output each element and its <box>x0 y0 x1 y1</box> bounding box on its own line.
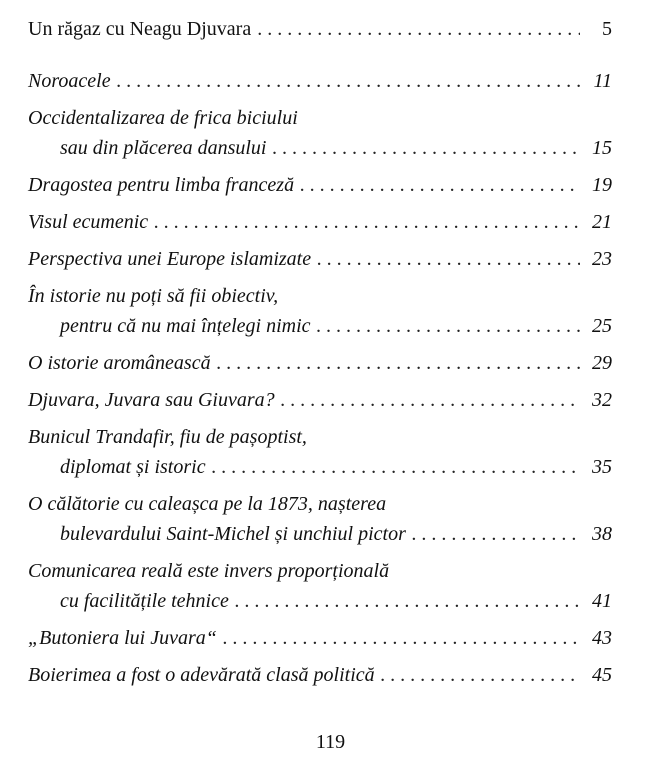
toc-entry-line <box>28 519 612 549</box>
toc-entry-line <box>28 103 612 133</box>
toc-entry-line <box>28 452 612 482</box>
dot-leader <box>381 660 580 690</box>
dot-leader <box>212 452 580 482</box>
toc-entry-title: pentru că nu mai înțelegi nimic <box>60 315 311 337</box>
dot-leader <box>154 207 580 237</box>
toc-entry-page: 19 <box>592 174 612 196</box>
toc-entry-title: O istorie aromânească <box>28 352 211 374</box>
toc-entry-title: Djuvara, Juvara sau Giuvara? <box>28 389 275 411</box>
toc-entry <box>28 556 612 616</box>
toc-entry-line <box>28 660 612 690</box>
toc-entry-line <box>28 207 612 237</box>
toc-entry <box>28 489 612 549</box>
toc-entry-title: Visul ecumenic <box>28 211 149 233</box>
toc-entry-line <box>28 489 612 519</box>
toc-entry-page: 5 <box>602 18 612 40</box>
toc-entry-title: Bunicul Trandafir, fiu de pașoptist, <box>28 426 307 448</box>
dot-leader <box>235 586 580 616</box>
toc-entry-line <box>28 623 612 653</box>
toc-entry-title: diplomat și istoric <box>60 456 206 478</box>
page-number: 119 <box>315 731 346 753</box>
toc-entry-page: 15 <box>592 137 612 159</box>
toc-entry-page: 11 <box>593 70 612 92</box>
toc-entry-title: cu facilitățile tehnice <box>60 590 229 612</box>
toc-entry-page: 35 <box>592 456 612 478</box>
toc-entry-title: Boierimea a fost o adevărată clasă politică <box>28 664 375 686</box>
toc-entry-title: „Butoniera lui Juvara“ <box>28 627 217 649</box>
toc-entry-line <box>28 556 612 586</box>
dot-leader <box>317 244 580 274</box>
toc-entry <box>28 660 612 690</box>
toc-entry <box>28 422 612 482</box>
toc-entry-line <box>28 311 612 341</box>
toc-entry-line <box>28 66 612 96</box>
toc-entry <box>28 385 612 415</box>
toc-entry-title: Occidentalizarea de frica biciului <box>28 107 298 129</box>
toc-entry-line <box>28 348 612 378</box>
toc-entry-page: 43 <box>592 627 612 649</box>
toc-entry-page: 25 <box>592 315 612 337</box>
toc-entry-title: Perspectiva unei Europe islamizate <box>28 248 312 270</box>
dot-leader <box>272 133 580 163</box>
toc-entry <box>28 14 612 44</box>
dot-leader <box>412 519 580 549</box>
toc-entry-line <box>28 133 612 163</box>
dot-leader <box>257 14 580 44</box>
toc-entry-title: O călătorie cu caleașca pe la 1873, nașterea <box>28 493 387 515</box>
dot-leader <box>117 66 580 96</box>
toc-entry-page: 23 <box>592 248 612 270</box>
toc-entry-title: În istorie nu poți să fii obiectiv, <box>28 285 279 307</box>
toc-entry-page: 32 <box>592 389 612 411</box>
toc-entry-line <box>28 422 612 452</box>
toc-entry <box>28 170 612 200</box>
toc-entry-title: Noroacele <box>28 70 111 92</box>
toc-entry <box>28 623 612 653</box>
toc-entry-title: Dragostea pentru limba franceză <box>28 174 295 196</box>
toc-entry <box>28 281 612 341</box>
toc-entry-line <box>28 170 612 200</box>
toc-entry <box>28 207 612 237</box>
toc-entry-title: sau din plăcerea dansului <box>60 137 267 159</box>
dot-leader <box>223 623 580 653</box>
toc-entry-page: 21 <box>592 211 612 233</box>
toc-entry-page: 29 <box>592 352 612 374</box>
toc-entry-title: bulevardului Saint-Michel și unchiul pictor <box>60 523 406 545</box>
toc-entry-line <box>28 385 612 415</box>
table-of-contents <box>28 14 612 690</box>
toc-entry-title: Un răgaz cu Neagu Djuvara <box>28 18 252 40</box>
toc-entry <box>28 103 612 163</box>
toc-entry-line <box>28 281 612 311</box>
toc-entry <box>28 244 612 274</box>
toc-entry-line <box>28 244 612 274</box>
toc-entry-line <box>28 586 612 616</box>
toc-entry <box>28 348 612 378</box>
toc-entry-line <box>28 14 612 44</box>
toc-entry-page: 41 <box>592 590 612 612</box>
toc-entry-title: Comunicarea reală este invers proporțională <box>28 560 390 582</box>
dot-leader <box>281 385 580 415</box>
toc-entry <box>28 66 612 96</box>
dot-leader <box>217 348 580 378</box>
toc-entry-page: 38 <box>592 523 612 545</box>
dot-leader <box>300 170 580 200</box>
toc-entry-page: 45 <box>592 664 612 686</box>
dot-leader <box>317 311 580 341</box>
